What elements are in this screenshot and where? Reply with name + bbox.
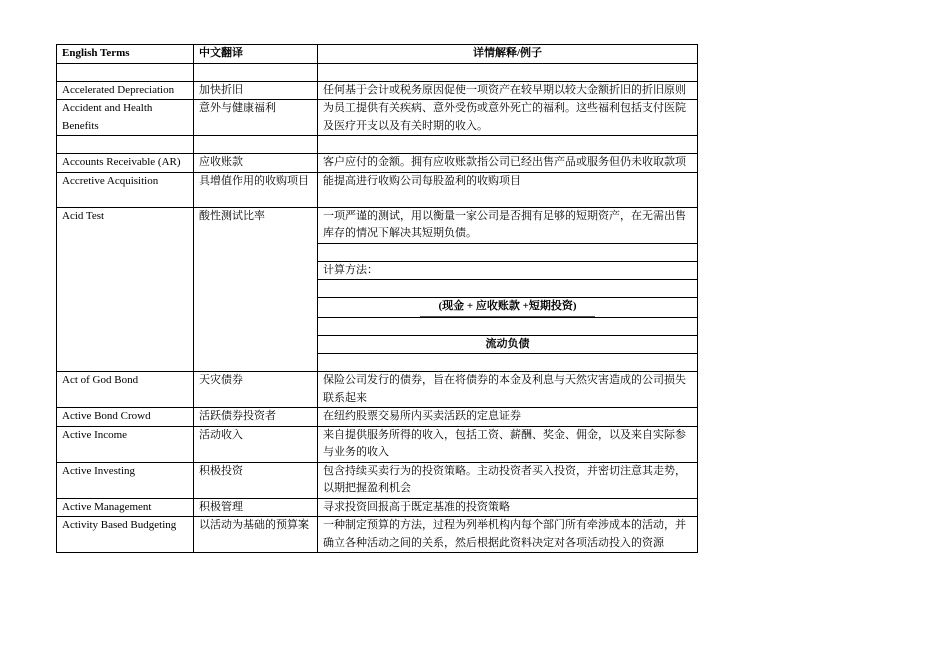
term-detail: 任何基于会计或税务原因促使一项资产在较早期以较大金额折旧的折旧原则: [318, 81, 698, 100]
term-detail: 一项严谨的测试，用以衡量一家公司是否拥有足够的短期资产，在无需出售库存的情况下解决其短期负债。: [318, 207, 698, 243]
table-row: [57, 81, 698, 100]
empty-row: [57, 136, 698, 154]
term-chinese: 活跃债券投资者: [194, 408, 318, 427]
calc-method-label: 计算方法：: [318, 261, 698, 280]
term-english: Accident and Health Benefits: [57, 100, 194, 136]
term-detail: 保险公司发行的债券，旨在将债券的本金及利息与天然灾害造成的公司损失联系起来: [318, 372, 698, 408]
term-chinese: 意外与健康福利: [194, 100, 318, 136]
term-detail: 客户应付的金额。拥有应收账款指公司已经出售产品或服务但仍未收取款项: [318, 154, 698, 173]
table-row: [57, 462, 698, 498]
term-detail: 来自提供服务所得的收入，包括工资、薪酬、奖金、佣金，以及来自实际参与业务的收入: [318, 426, 698, 462]
term-english: Active Income: [57, 426, 194, 462]
term-english: Active Bond Crowd: [57, 408, 194, 427]
term-chinese: 具增值作用的收购项目: [194, 172, 318, 207]
term-chinese: 天灾债券: [194, 372, 318, 408]
header-detail: 详情解释/例子: [318, 45, 698, 64]
term-chinese: 活动收入: [194, 426, 318, 462]
term-detail: 能提高进行收购公司每股盈利的收购项目: [318, 172, 698, 207]
header-row: [57, 45, 698, 64]
table-row: [57, 372, 698, 408]
term-english: Activity Based Budgeting: [57, 517, 194, 553]
term-english: Accelerated Depreciation: [57, 81, 194, 100]
term-english: Acid Test: [57, 207, 194, 372]
formula-denominator: 流动负债: [318, 335, 698, 354]
empty-row: [57, 63, 698, 81]
table-row: [57, 408, 698, 427]
table-row: [57, 154, 698, 173]
term-chinese: 酸性测试比率: [194, 207, 318, 372]
term-detail: 在纽约股票交易所内买卖活跃的定息证券: [318, 408, 698, 427]
header-chinese: 中文翻译: [194, 45, 318, 64]
term-chinese: 应收账款: [194, 154, 318, 173]
term-chinese: 以活动为基础的预算案: [194, 517, 318, 553]
table-row: [57, 172, 698, 207]
term-detail: 寻求投资回报高于既定基准的投资策略: [318, 498, 698, 517]
formula-numerator-text: (现金 + 应收账款 +短期投资): [438, 300, 577, 312]
term-english: Accretive Acquisition: [57, 172, 194, 207]
term-english: Act of God Bond: [57, 372, 194, 408]
term-chinese: 积极投资: [194, 462, 318, 498]
table-row: [57, 207, 698, 243]
term-chinese: 积极管理: [194, 498, 318, 517]
term-detail: 包含持续买卖行为的投资策略。主动投资者买入投资，并密切注意其走势，以期把握盈利机会: [318, 462, 698, 498]
header-english: English Terms: [57, 45, 194, 64]
term-detail: 一种制定预算的方法，过程为列举机构内每个部门所有牵涉成本的活动，并确立各种活动之间的关系，然后根据此资料决定对各项活动投入的资源: [318, 517, 698, 553]
term-english: Active Management: [57, 498, 194, 517]
table-row: [57, 426, 698, 462]
term-english: Accounts Receivable (AR): [57, 154, 194, 173]
table-row: [57, 100, 698, 136]
formula-numerator: [318, 298, 698, 318]
term-chinese: 加快折旧: [194, 81, 318, 100]
term-english: Active Investing: [57, 462, 194, 498]
term-detail: 为员工提供有关疾病、意外受伤或意外死亡的福利。这些福利包括支付医院及医疗开支以及有关时期的收入。: [318, 100, 698, 136]
glossary-table: [56, 44, 698, 553]
table-row: [57, 498, 698, 517]
table-row: [57, 517, 698, 553]
